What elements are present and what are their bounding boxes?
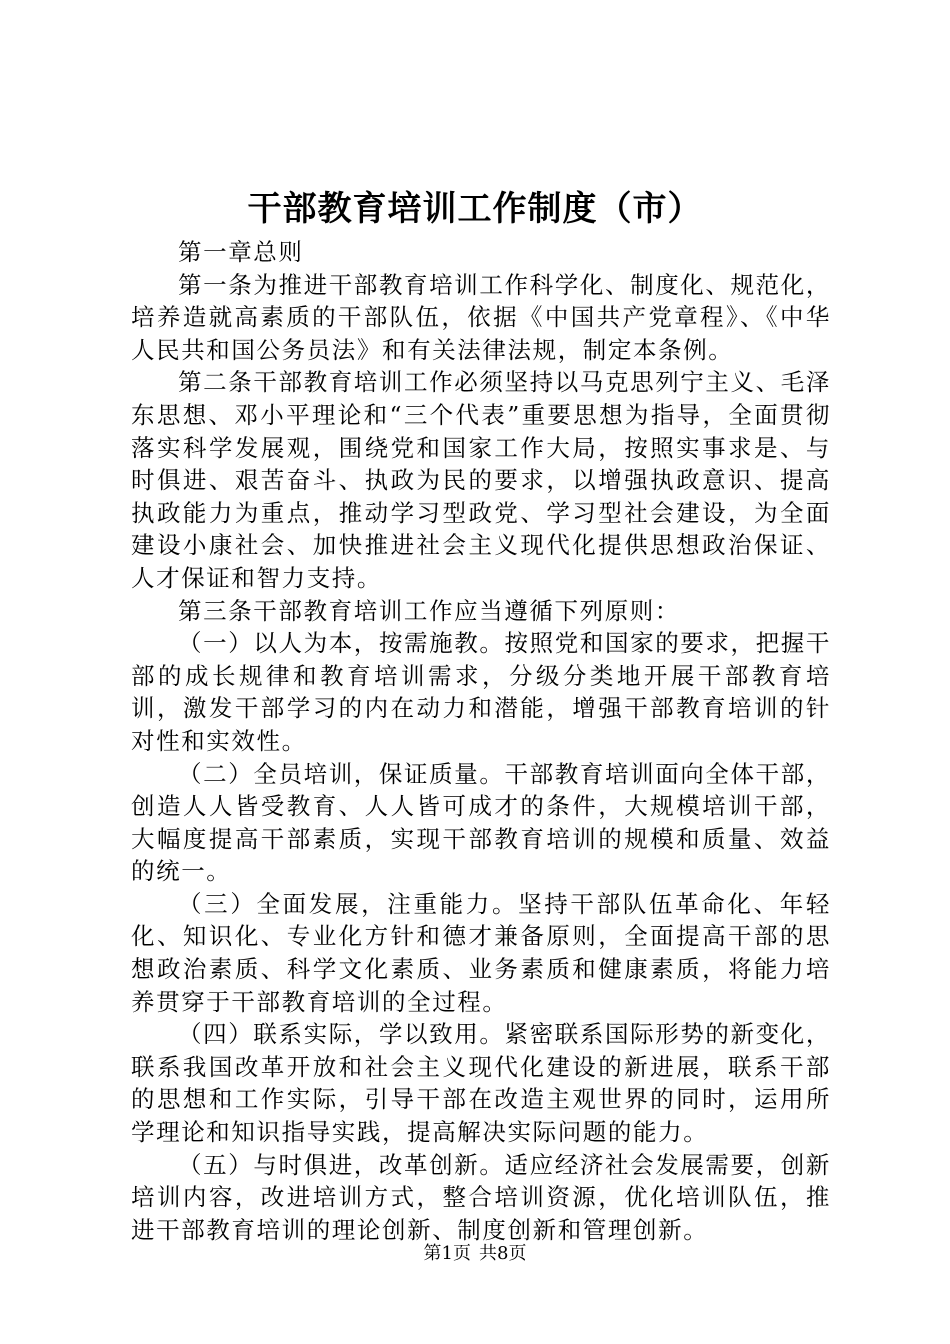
principle-1-paragraph: （一）以人为本，按需施教。按照党和国家的要求，把握干部的成长规律和教育培训需求，分级分类地开展干部教育培训，激发干部学习的内在动力和潜能，增强干部教育培训的针对性和实效性。 [131, 629, 831, 755]
principle-5-paragraph: （五）与时俱进，改革创新。适应经济社会发展需要，创新培训内容，改进培训方式，整合培训资源，优化培训队伍，推进干部教育培训的理论创新、制度创新和管理创新。 [131, 1150, 831, 1244]
principle-2-paragraph: （二）全员培训，保证质量。干部教育培训面向全体干部，创造人人皆受教育、人人皆可成才的条件，大规模培训干部，大幅度提高干部素质，实现干部教育培训的规模和质量、效益的统一。 [131, 759, 831, 886]
document-body [131, 236, 831, 1246]
page-number: 第1页 [423, 1243, 471, 1264]
principle-4-paragraph: （四）联系实际，学以致用。紧密联系国际形势的新变化，联系我国改革开放和社会主义现代化建设的新进展，联系干部的思想和工作实际，引导干部在改造主观世界的同时，运用所学理论和知识指导实践，提高解决实际问题的能力。 [131, 1020, 831, 1147]
page-footer [0, 1241, 950, 1267]
article-2-paragraph: 第二条干部教育培训工作必须坚持以马克思列宁主义、毛泽东思想、邓小平理论和“三个代表”重要思想为指导，全面贯彻落实科学发展观，围绕党和国家工作大局，按照实事求是、与时俱进、艰苦奋斗、执政为民的要求，以增强执政意识、提高执政能力为重点，推动学习型政党、学习型社会建设，为全面建设小康社会、加快推进社会主义现代化提供思想政治保证、人才保证和智力支持。 [131, 368, 831, 592]
document-title: 干部教育培训工作制度（市） [247, 189, 703, 229]
article-3-paragraph: 第三条干部教育培训工作应当遵循下列原则： [178, 596, 680, 625]
page-total: 共8页 [479, 1243, 527, 1264]
principle-3-paragraph: （三）全面发展，注重能力。坚持干部队伍革命化、年轻化、知识化、专业化方针和德才兼备原则，全面提高干部的思想政治素质、科学文化素质、业务素质和健康素质，将能力培养贯穿于干部教育培训的全过程。 [131, 889, 831, 1016]
chapter-heading: 第一章总则 [178, 238, 304, 266]
article-1-paragraph: 第一条为推进干部教育培训工作科学化、制度化、规范化，培养造就高素质的干部队伍，依据《中国共产党章程》、《中华人民共和国公务员法》和有关法律法规，制定本条例。 [131, 270, 831, 364]
